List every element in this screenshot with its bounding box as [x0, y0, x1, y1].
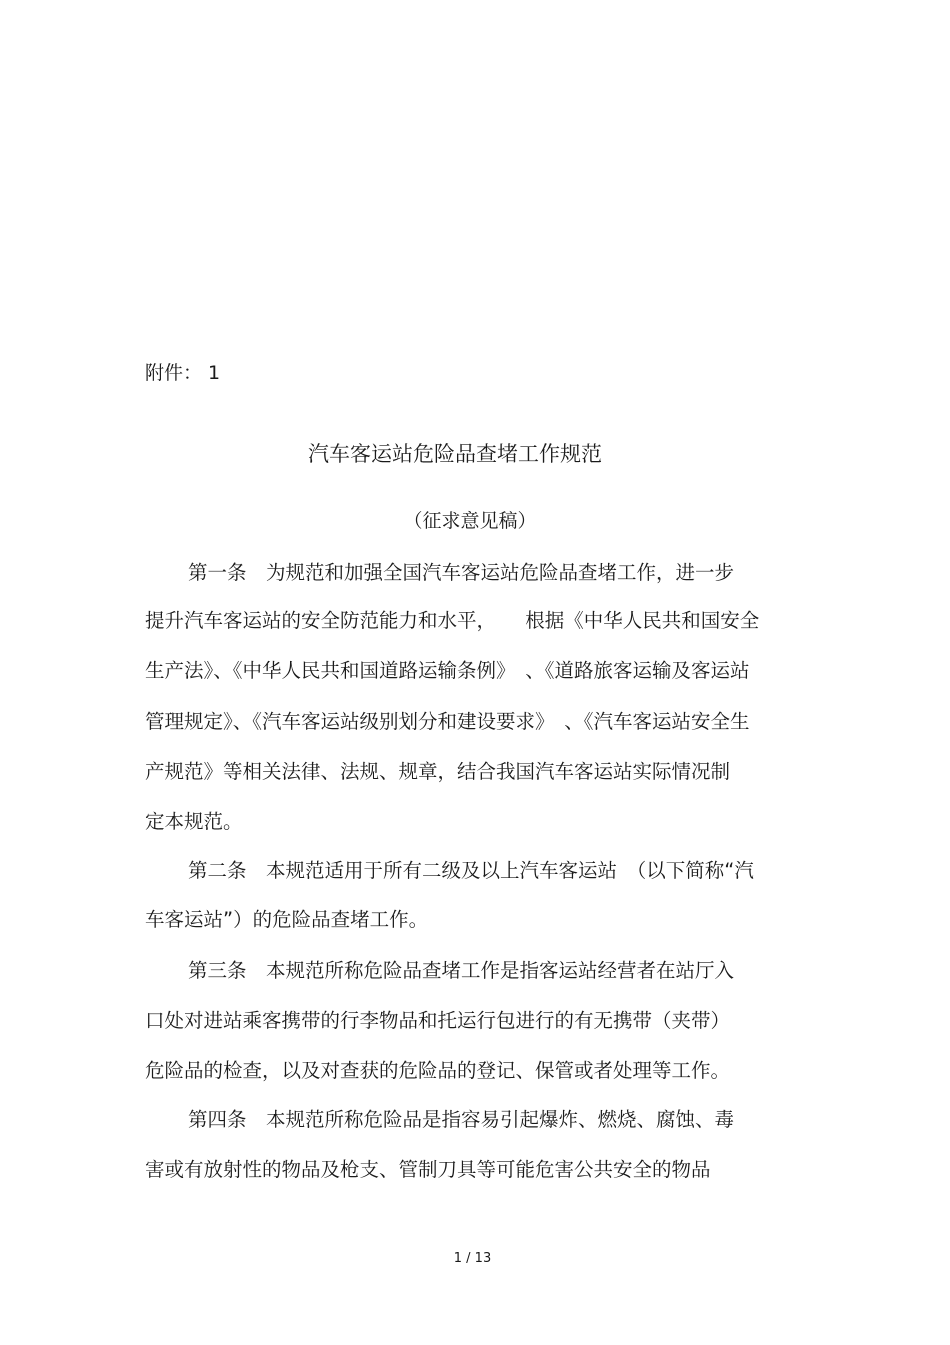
- page-number: 1 / 13: [453, 1251, 492, 1266]
- article-3-line-2: 口处对进站乘客携带的行李物品和托运行包进行的有无携带（夹带）: [145, 1009, 731, 1032]
- article-4-line-1: 第四条 本规范所称危险品是指容易引起爆炸、燃烧、腐蚀、毒: [188, 1108, 735, 1131]
- article-2-line-2: 车客运站”）的危险品查堵工作。: [145, 908, 429, 931]
- article-3-line-3: 危险品的检查，以及对查获的危险品的登记、保管或者处理等工作。: [145, 1059, 731, 1082]
- document-title: 汽车客运站危险品查堵工作规范: [308, 442, 602, 466]
- article-1-line-5: 产规范》等相关法律、法规、规章，结合我国汽车客运站实际情况制: [145, 760, 731, 783]
- article-2-line-1: 第二条 本规范适用于所有二级及以上汽车客运站 （以下简称“汽: [188, 859, 754, 882]
- document-subtitle: （征求意见稿）: [403, 510, 537, 532]
- article-1-line-3: 生产法》、《中华人民共和国道路运输条例》 、《道路旅客运输及客运站: [145, 659, 750, 682]
- article-3-line-1: 第三条 本规范所称危险品查堵工作是指客运站经营者在站厅入: [188, 959, 735, 982]
- attachment-label: 附件： 1: [145, 362, 221, 384]
- article-1-line-4: 管理规定》、《汽车客运站级别划分和建设要求》 、《汽车客运站安全生: [145, 710, 750, 733]
- article-1-line-1: 第一条 为规范和加强全国汽车客运站危险品查堵工作，进一步: [188, 561, 735, 584]
- article-1-line-2: 提升汽车客运站的安全防范能力和水平， 根据《中华人民共和国安全: [145, 609, 760, 632]
- article-1-line-6: 定本规范。: [145, 810, 243, 833]
- article-4-line-2: 害或有放射性的物品及枪支、管制刀具等可能危害公共安全的物品: [145, 1158, 711, 1181]
